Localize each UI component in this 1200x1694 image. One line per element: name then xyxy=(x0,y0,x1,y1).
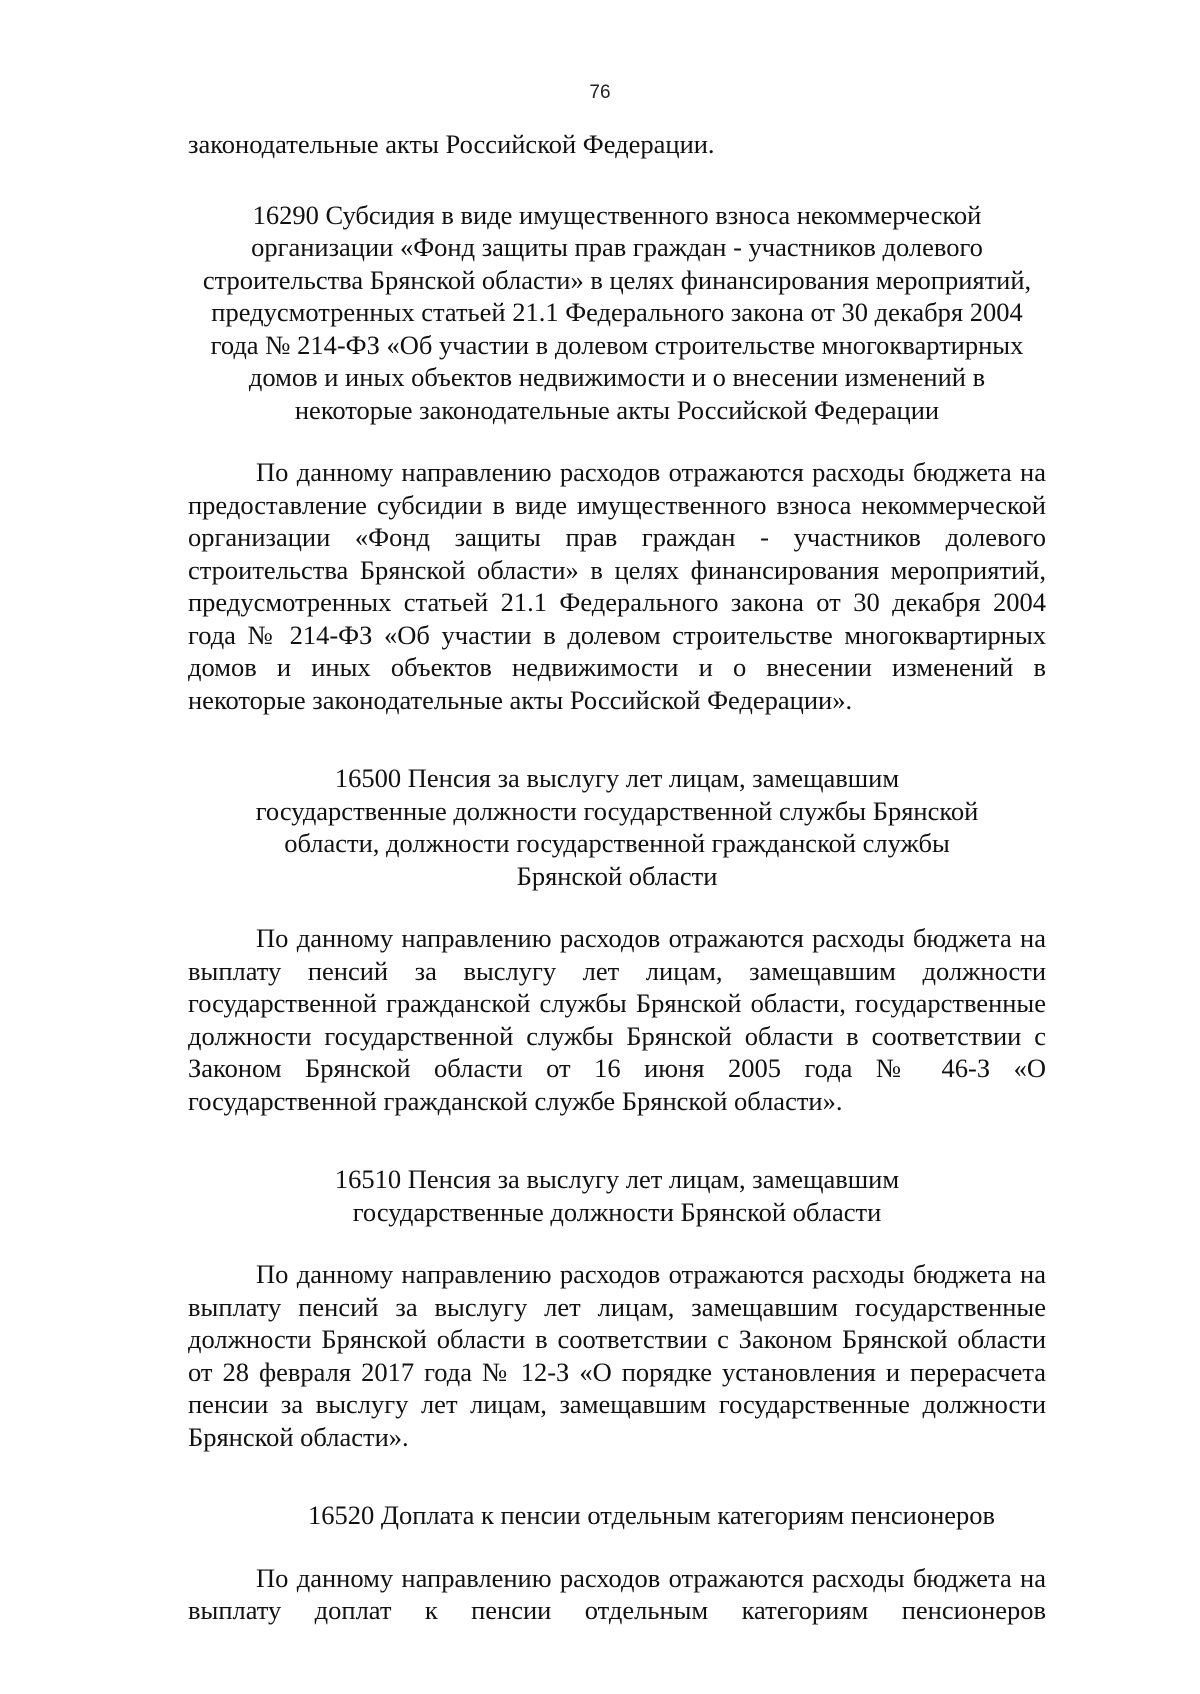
section-heading-16290: 16290 Субсидия в виде имущественного взноса некоммерческой организации «Фонд защиты прав граждан - участников долевого строительства Брянской области» в целях финансирования мероприятий, предусмотренных статьей 21.1 Федерального закона от 30 декабря 2004 года № 214-ФЗ «Об участии в долевом строительстве многоквартирных домов и иных объектов недвижимости и о внесении изменений в некоторые законодательные акты Российской Федерации xyxy=(202,199,1032,425)
continuation-text: законодательные акты Российской Федерации. xyxy=(188,129,715,159)
section-paragraph-16520: По данному направлению расходов отражаются расходы бюджета на выплату доплат к пенсии отдельным категориям пенсионеров xyxy=(188,1562,1046,1625)
document-body xyxy=(188,128,1046,1627)
section-heading-16510: 16510 Пенсия за выслугу лет лицам, замещавшим государственные должности Брянской области xyxy=(334,1164,900,1227)
page-number: 76 xyxy=(589,82,611,103)
section-paragraph-16290: По данному направлению расходов отражаются расходы бюджета на предоставление субсидии в виде имущественного взноса некоммерческой организации «Фонд защиты прав граждан - участников долевого строительства Брянской области» в целях финансирования мероприятий, предусмотренных статьей 21.1 Федерального закона от 30 декабря 2004 года № 214-ФЗ «Об участии в долевом строительстве многоквартирных домов и иных объектов недвижимости и о внесении изменений в некоторые законодательные акты Российской Федерации». xyxy=(188,457,1046,715)
section-paragraph-16500: По данному направлению расходов отражаются расходы бюджета на выплату пенсий за выслугу лет лицам, замещавшим должности государственной гражданской службы Брянской области, государственные должности государственной службы Брянской области в соответствии с Законом Брянской области от 16 июня 2005 года № 46-З «О государственной гражданской службе Брянской области». xyxy=(188,923,1046,1116)
section-heading-16520: 16520 Доплата к пенсии отдельным категориям пенсионеров xyxy=(308,1500,996,1530)
section-heading-16500: 16500 Пенсия за выслугу лет лицам, замещавшим государственные должности государственной службы Брянской области, должности государственной гражданской службы Брянской области xyxy=(255,763,979,891)
section-paragraph-16510: По данному направлению расходов отражаются расходы бюджета на выплату пенсий за выслугу лет лицам, замещавшим государственные должности Брянской области в соответствии с Законом Брянской области от 28 февраля 2017 года № 12-З «О порядке установления и перерасчета пенсии за выслугу лет лицам, замещавшим государственные должности Брянской области». xyxy=(188,1259,1046,1452)
